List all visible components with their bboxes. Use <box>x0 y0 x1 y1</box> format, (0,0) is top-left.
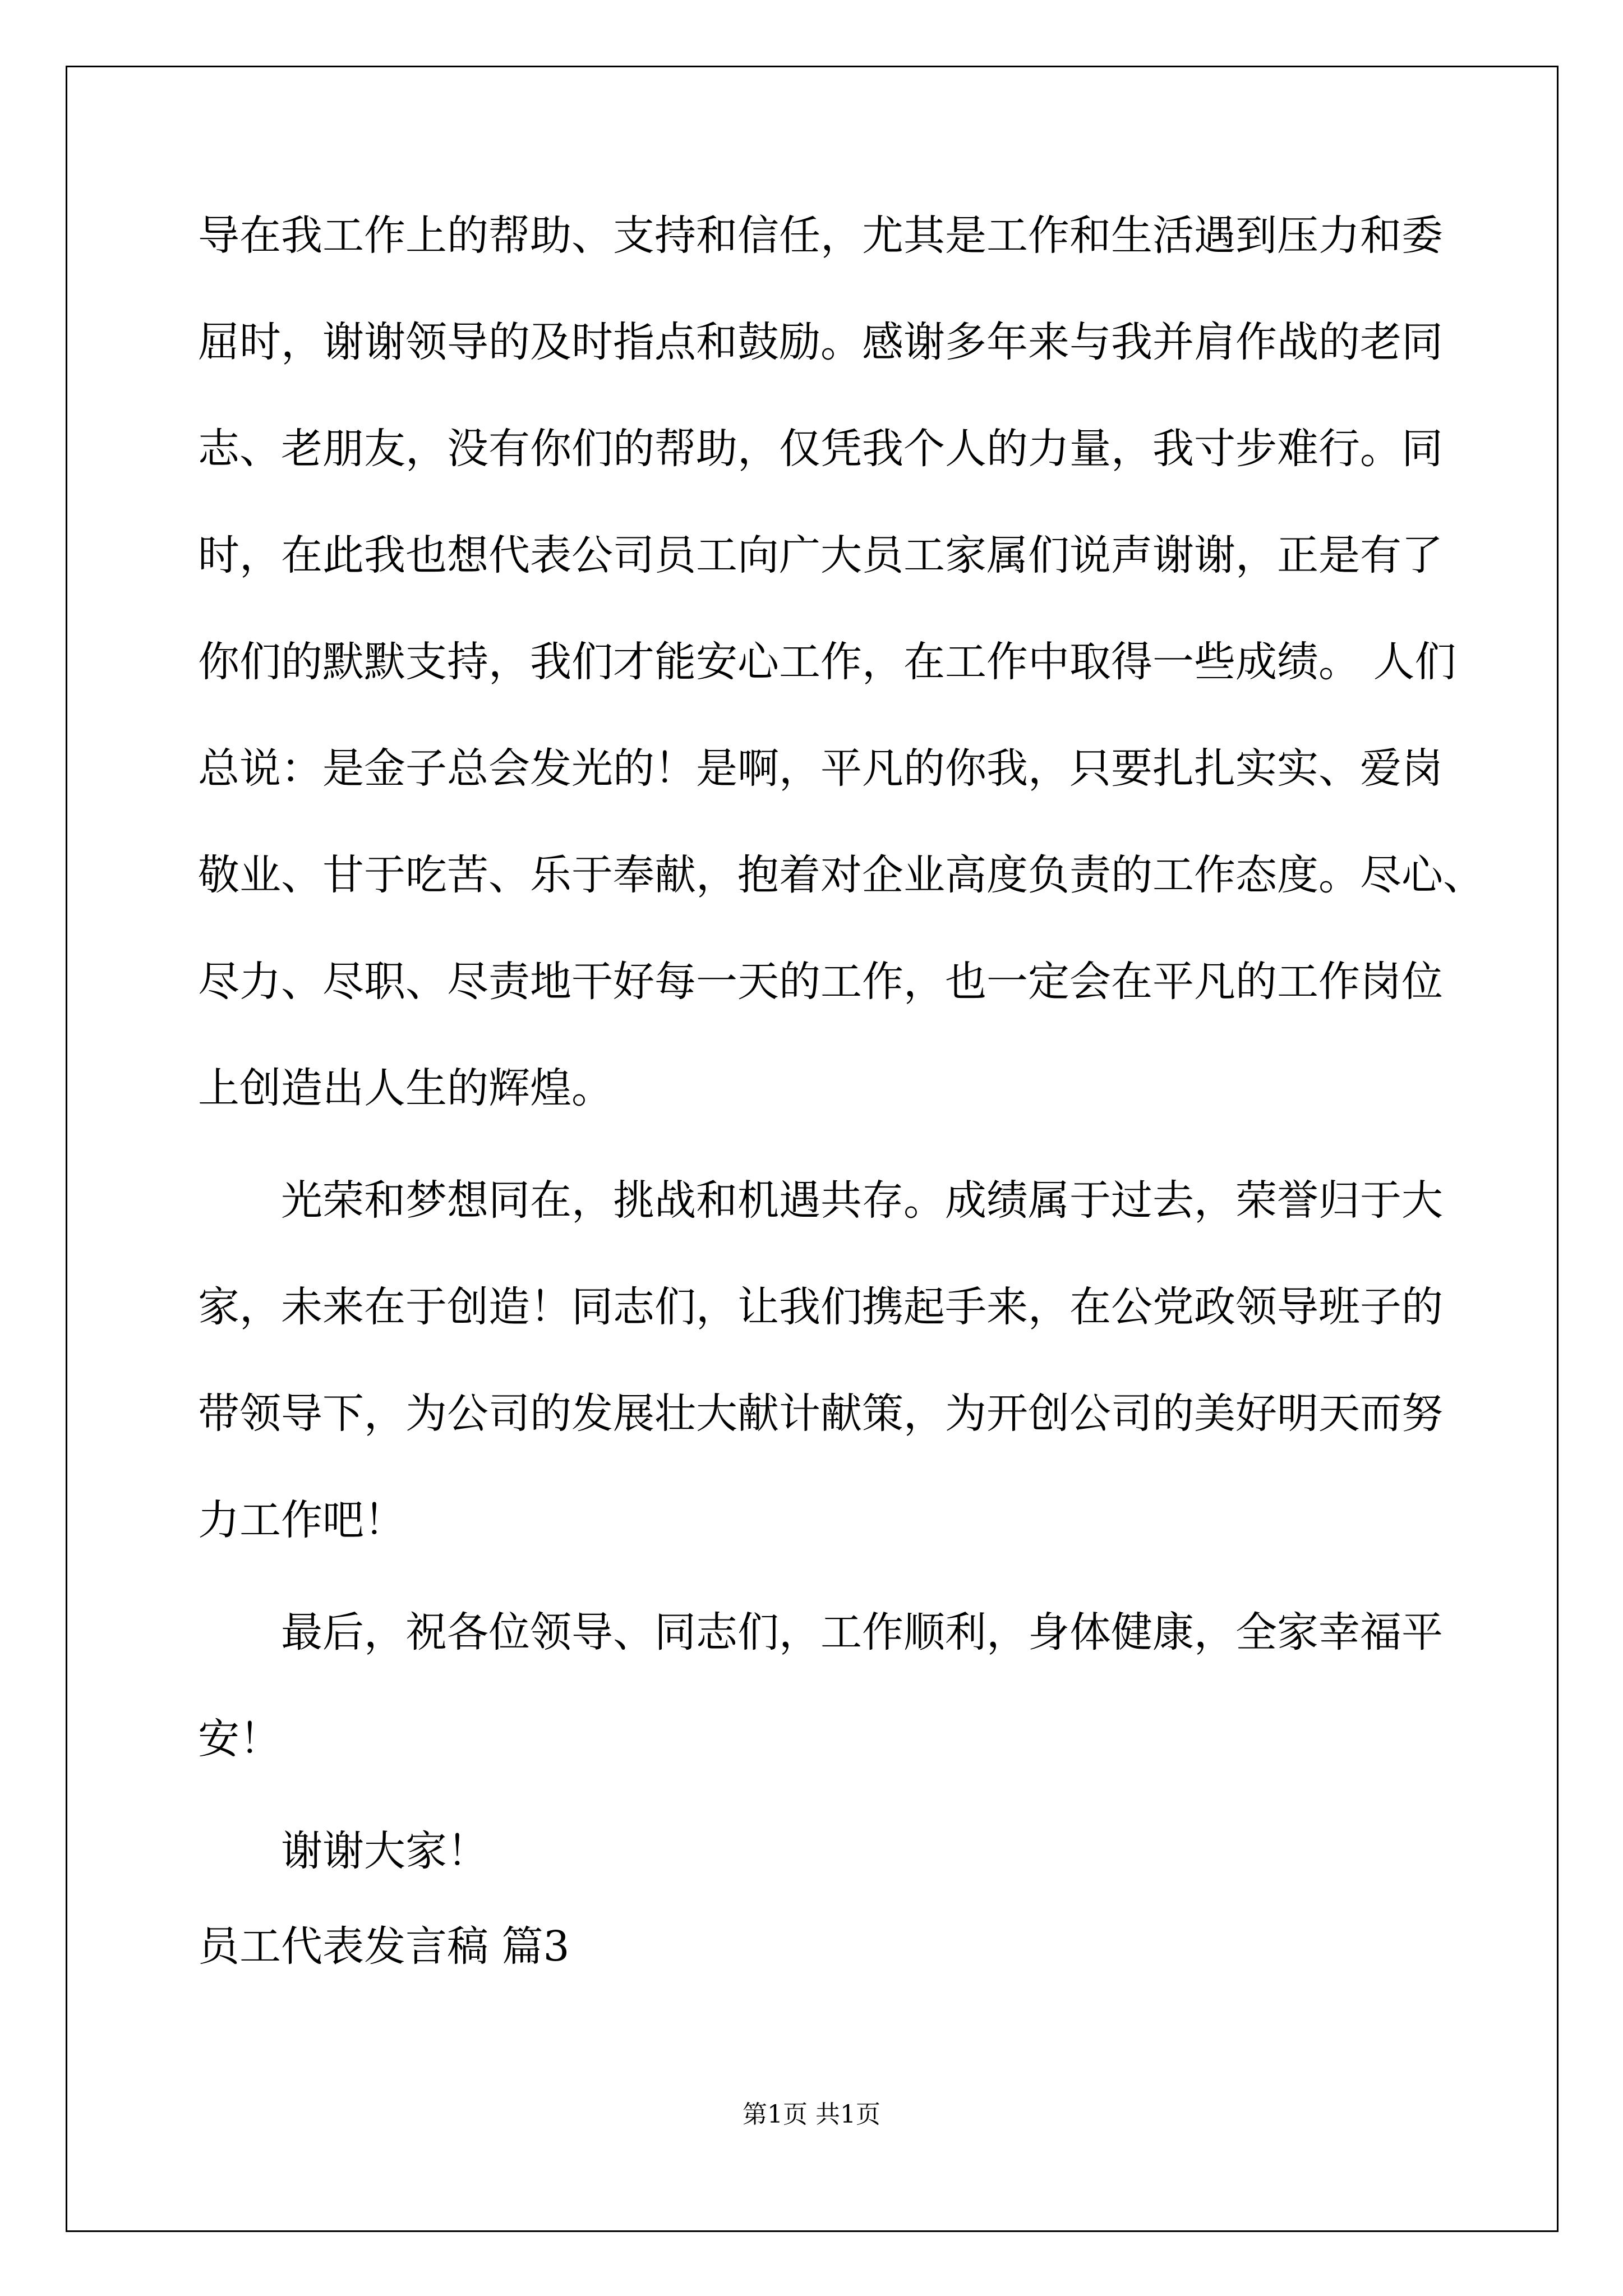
paragraph-line: 安！ <box>198 1715 281 1763</box>
paragraph-line: 导在我工作上的帮助、支持和信任，尤其是工作和生活遇到压力和委 <box>198 211 1443 260</box>
section-heading: 员工代表发言稿 篇3 <box>198 1922 570 1971</box>
paragraph-line: 尽力、尽职、尽责地干好每一天的工作，也一定会在平凡的工作岗位 <box>198 958 1443 1006</box>
paragraph-line: 你们的默默支持，我们才能安心工作，在工作中取得一些成绩。 人们 <box>198 638 1456 686</box>
paragraph-line: 最后，祝各位领导、同志们，工作顺利，身体健康，全家幸福平 <box>281 1608 1443 1657</box>
paragraph-line: 上创造出人生的辉煌。 <box>198 1064 613 1112</box>
paragraph-line: 总说：是金子总会发光的！是啊，平凡的你我，只要扎扎实实、爱岗 <box>198 744 1443 793</box>
paragraph-line: 光荣和梦想同在，挑战和机遇共存。成绩属于过去，荣誉归于大 <box>281 1176 1443 1225</box>
paragraph-line: 时，在此我也想代表公司员工向广大员工家属们说声谢谢，正是有了 <box>198 531 1443 579</box>
paragraph-line: 带领导下，为公司的发展壮大献计献策，为开创公司的美好明天而努 <box>198 1389 1443 1438</box>
page-footer: 第1页 共1页 <box>743 2100 880 2129</box>
paragraph-line: 敬业、甘于吃苦、乐于奉献，抱着对企业高度负责的工作态度。尽心、 <box>198 851 1484 899</box>
closing-thanks: 谢谢大家！ <box>281 1827 488 1875</box>
page-border <box>66 66 1559 2232</box>
paragraph-line: 家，未来在于创造！同志们，让我们携起手来，在公党政领导班子的 <box>198 1283 1443 1331</box>
paragraph-line: 力工作吧！ <box>198 1496 405 1544</box>
paragraph-line: 志、老朋友，没有你们的帮助，仅凭我个人的力量，我寸步难行。同 <box>198 425 1443 473</box>
paragraph-line: 屈时，谢谢领导的及时指点和鼓励。感谢多年来与我并肩作战的老同 <box>198 318 1443 366</box>
